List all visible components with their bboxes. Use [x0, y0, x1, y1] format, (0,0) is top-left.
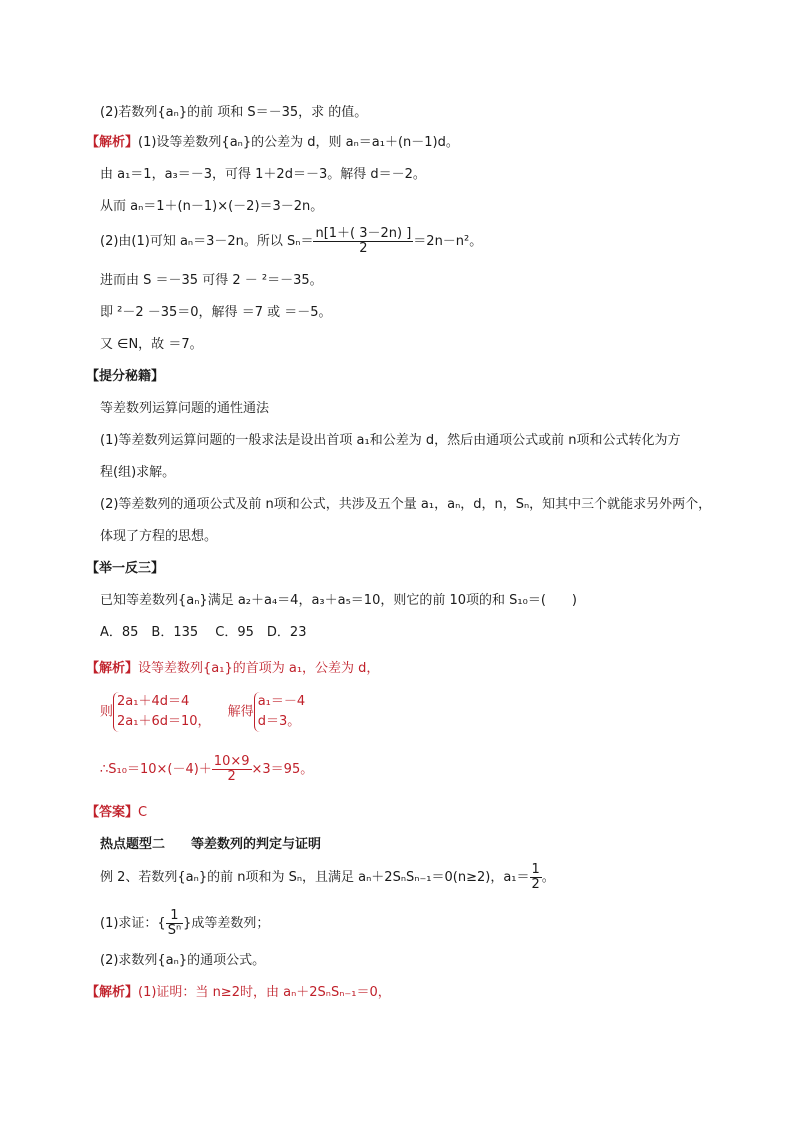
sum-fraction-2: $\frac{10\times 9}{2}$	[213, 754, 250, 784]
reciprocal-fraction: $\frac{1}{\text{Sⁿ}}$	[167, 908, 182, 938]
answer-value: C	[138, 805, 148, 820]
system-result: a₁＝－4 d＝3。	[254, 692, 305, 732]
sum-fraction: $\frac{n[1+( 3-2n) ]}{2}$	[315, 226, 412, 256]
solution-line-7: 又 ∈N，故 ＝7。	[100, 337, 203, 352]
tip-2-line-b: 体现了方程的思想。	[100, 529, 218, 544]
solution-line-3: 从而 aₙ＝1＋(n－1)×(－2)＝3－2n。	[100, 199, 324, 214]
tip-title: 【提分秘籍】	[86, 369, 165, 384]
half-fraction: $\frac{1}{2}$	[531, 862, 540, 892]
solution-line-5: 进而由 S ＝－35 可得 2 － ²＝－35。	[100, 273, 323, 288]
tip-1-line-a: (1)等差数列运算问题的一般求法是设出首项 a₁和公差为 d，然后由通项公式或前 n项和公式转化为方	[100, 433, 681, 448]
equation-system: 则 2a₁＋4d＝4 2a₁＋6d＝10， 解得 a₁＝－4 d＝3。	[100, 692, 722, 732]
example-2-solution: 【解析】(1)证明：当 n≥2时，由 aₙ＋2SₙSₙ₋₁＝0，	[86, 985, 391, 1000]
example-options: A．85 B．135 C．95 D．23	[100, 625, 307, 640]
solution-line-4: (2)由(1)可知 aₙ＝3－2n。所以 Sₙ＝ $\frac{n[1+( 3-2n) ]}{2}$ ＝2n－n²。	[100, 226, 483, 256]
system-left: 2a₁＋4d＝4 2a₁＋6d＝10，	[113, 692, 211, 732]
example-solution-line-1: 【解析】设等差数列{a₁}的首项为 a₁，公差为 d，	[86, 661, 380, 676]
example-2-part2: (2)求数列{aₙ}的通项公式。	[100, 953, 266, 968]
question-part2: (2)若数列{aₙ}的前 项和 S＝－35，求 的值。	[100, 105, 368, 120]
solution-line-6: 即 ²－2 －35＝0，解得 ＝7 或 ＝－5。	[100, 305, 332, 320]
solution-line-2: 由 a₁＝1，a₃＝－3，可得 1＋2d＝－3。解得 d＝－2。	[100, 167, 426, 182]
tip-subtitle: 等差数列运算问题的通性通法	[100, 401, 270, 416]
example-2-part1: (1)求证：{ $\frac{1}{\text{Sⁿ}}$ }成等差数列；	[100, 908, 270, 938]
tip-2-line-a: (2)等差数列的通项公式及前 n项和公式，共涉及五个量 a₁，aₙ，d，n，Sₙ，知其中三个就能求另外两个，	[100, 497, 712, 512]
solution-line-1: 【解析】(1)设等差数列{aₙ}的公差为 d，则 aₙ＝a₁＋(n－1)d。	[86, 135, 459, 150]
hot-topic-title: 热点题型二 等差数列的判定与证明	[100, 837, 322, 852]
answer-tag: 【答案】	[86, 805, 139, 820]
answer-line	[86, 804, 722, 822]
example-title: 【举一反三】	[86, 561, 165, 576]
solution-tag: 【解析】	[86, 135, 139, 150]
sum-result: ∴S₁₀＝10×(－4)＋ $\frac{10\times 9}{2}$ ×3＝95。	[100, 754, 314, 784]
tip-1-line-b: 程(组)求解。	[100, 465, 176, 480]
example-2-statement: 例 2、若数列{aₙ}的前 n项和为 Sₙ，且满足 aₙ＋2SₙSₙ₋₁＝0(n≥2)，a₁＝ $\frac{1}{2}$ 。	[100, 862, 555, 892]
example-question: 已知等差数列{aₙ}满足 a₂＋a₄＝4，a₃＋a₅＝10，则它的前 10项的和 S₁₀＝( )	[100, 593, 577, 608]
